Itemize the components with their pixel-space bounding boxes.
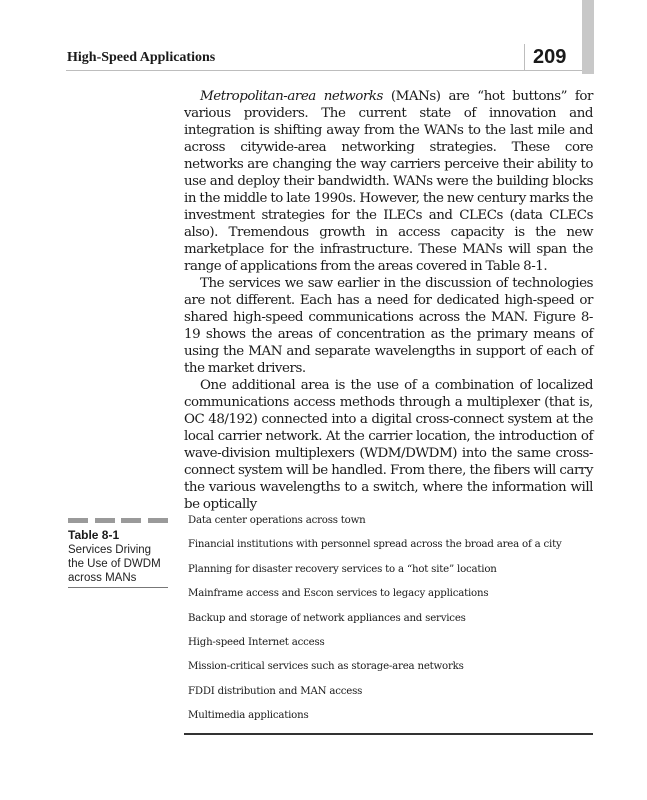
paragraph-1-text: (MANs) are “hot buttons” for various providers. The current state of innovation and integration is shifting away from the WANs to the last mile and across citywide-area networking strategies. These core networks are changing the way carriers perceive their ability to use and deploy their bandwidth. WANs were the building blocks in the middle to late 1990s. However, the new century marks the investment strategies for the ILECs and CLECs (data CLECs also). Tremendous growth in access capacity is the new marketplace for the infrastructure. These MANs will span the range of applications from the areas covered in Table 8-1. <box>184 89 593 274</box>
paragraph-1-italic-lead: Metropolitan-area networks <box>200 89 383 104</box>
caption-dash <box>148 518 168 523</box>
caption-rule <box>68 587 168 588</box>
table-row: FDDI distribution and MAN access <box>188 685 363 697</box>
table-row: Multimedia applications <box>188 710 309 722</box>
page-number: 209 <box>533 46 567 68</box>
table-row: Data center operations across town <box>188 515 366 526</box>
paragraph-3: One additional area is the use of a combination of localized communications access methods through a multiplexer (that is, OC 48/192) connected into a digital cross-connect system at the local carrier network. At the carrier location, the introduction of wave-division multiplexers (WDM/DWDM) into the same cross-connect system will be handled. From there, the fibers will carry the various wavelengths to a switch, where the information will be optically <box>184 378 593 512</box>
paragraph-2: The services we saw earlier in the discussion of technologies are not different. Each has a need for dedicated high-speed or shared high-speed communications across the MAN. Figure 8-19 shows the areas of concentration as the primary means of using the MAN and separate wavelengths in support of each of the market drivers. <box>184 276 593 376</box>
body-text <box>184 88 593 513</box>
caption-dash-marks <box>68 518 168 523</box>
caption-dash <box>121 518 141 523</box>
table-row: Planning for disaster recovery services to a “hot site” location <box>188 563 497 575</box>
table-row: Mission-critical services such as storage-area networks <box>188 661 464 673</box>
table-bottom-rule <box>184 733 593 735</box>
services-table <box>188 512 593 732</box>
table-row: High-speed Internet access <box>188 636 325 648</box>
page-edge-tab <box>582 0 594 74</box>
table-row: Financial institutions with personnel spread across the broad area of a city <box>188 539 562 551</box>
header-rule <box>66 70 582 71</box>
running-head: High-Speed Applications <box>67 50 216 65</box>
table-row: Backup and storage of network appliances and services <box>188 612 466 624</box>
table-row: Mainframe access and Escon services to legacy applications <box>188 588 489 600</box>
table-caption <box>68 528 168 585</box>
table-title: Services Driving the Use of DWDM across MANs <box>68 544 161 584</box>
paragraph-1 <box>184 88 593 275</box>
table-label: Table 8-1 <box>68 528 120 542</box>
caption-dash <box>95 518 115 523</box>
caption-dash <box>68 518 88 523</box>
